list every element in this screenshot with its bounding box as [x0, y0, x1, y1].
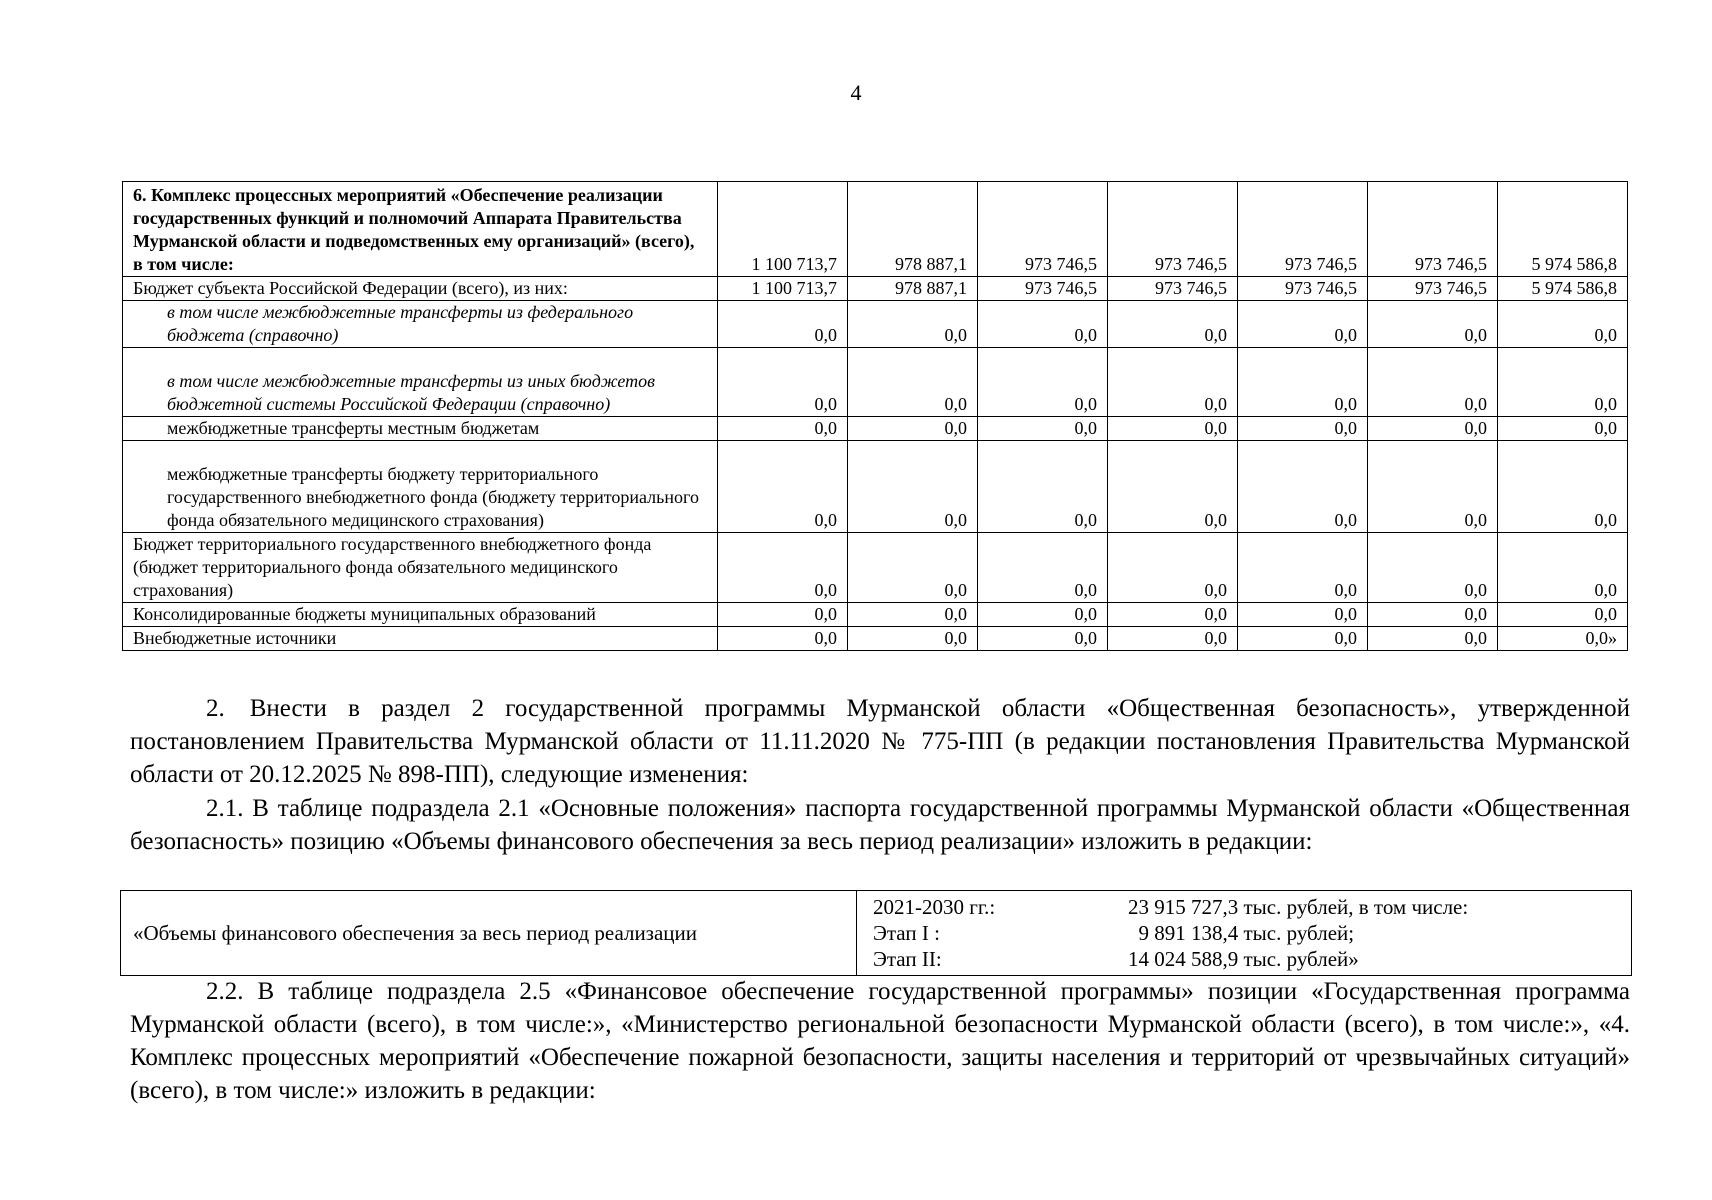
table-cell: 0,0	[978, 417, 1108, 441]
table-cell: 978 887,1	[848, 277, 978, 301]
table-cell: 973 746,5	[978, 182, 1108, 277]
table-cell: 0,0	[848, 627, 978, 651]
row-label: 6. Комплекс процессных мероприятий «Обеспечение реализации государственных функций и полномочий Аппарата Правительства Мурманской области и подведомственных ему организаций» (всего), в том числе:	[123, 182, 718, 277]
table-cell: 973 746,5	[1238, 182, 1368, 277]
table-cell: 0,0	[718, 627, 848, 651]
row-label: в том числе межбюджетные трансферты из иных бюджетов бюджетной системы Российской Федерации (справочно)	[123, 348, 718, 417]
table-cell: 0,0	[1368, 627, 1498, 651]
volume-table	[120, 890, 1632, 976]
volume-period: Этап I :	[873, 921, 940, 945]
table-cell: 973 746,5	[1238, 277, 1368, 301]
table-cell: 0,0	[1108, 417, 1238, 441]
table-cell: 0,0	[1238, 417, 1368, 441]
volume-amount: 23 915 727,3 тыс. рублей, в том числе:	[1128, 895, 1469, 919]
table-cell: 0,0	[978, 603, 1108, 627]
table-cell: 0,0	[1238, 603, 1368, 627]
table-row	[123, 627, 1628, 651]
table-row	[123, 301, 1628, 348]
table-cell: 0,0	[1498, 533, 1628, 603]
table-row	[123, 603, 1628, 627]
row-label: Бюджет территориального государственного внебюджетного фонда (бюджет территориального фонда обязательного медицинского страхования)	[123, 533, 718, 603]
table-cell: 0,0	[1238, 627, 1368, 651]
table-cell: 0,0	[1498, 417, 1628, 441]
row-label: Бюджет субъекта Российской Федерации (всего), из них:	[123, 277, 718, 301]
table-row	[123, 441, 1628, 533]
table-cell: 0,0	[1238, 533, 1368, 603]
table-cell: 973 746,5	[1368, 277, 1498, 301]
table-cell: 0,0	[1108, 348, 1238, 417]
table-cell: 0,0	[848, 348, 978, 417]
table-cell: 0,0	[848, 603, 978, 627]
table-row	[123, 533, 1628, 603]
table-row	[123, 417, 1628, 441]
table-cell: 1 100 713,7	[718, 182, 848, 277]
table-cell: 973 746,5	[1108, 277, 1238, 301]
table-cell: 973 746,5	[1368, 182, 1498, 277]
table-cell: 0,0	[1108, 301, 1238, 348]
table-cell: 5 974 586,8	[1498, 277, 1628, 301]
table-cell: 0,0	[1108, 603, 1238, 627]
row-label: Консолидированные бюджеты муниципальных образований	[123, 603, 718, 627]
table-cell: 0,0	[848, 533, 978, 603]
table-row	[123, 277, 1628, 301]
table-cell: 0,0	[978, 441, 1108, 533]
table-cell: 0,0	[718, 441, 848, 533]
table-cell: 0,0	[1498, 348, 1628, 417]
volume-period: Этап II:	[873, 947, 942, 971]
budget-table	[122, 181, 1628, 651]
table-cell: 0,0	[1498, 603, 1628, 627]
row-label: в том числе межбюджетные трансферты из федерального бюджета (справочно)	[123, 301, 718, 348]
table-cell: 0,0	[1498, 301, 1628, 348]
table-cell: 0,0	[848, 301, 978, 348]
volume-values	[857, 891, 1632, 976]
paragraph-2-2: 2.2. В таблице подраздела 2.5 «Финансовое обеспечение государственной программы» позиции «Государственная программа Мурманской области (всего), в том числе:», «Министерство региональной безопасности Мурманской области (всего), в том числе:», «4. Комплекс процессных мероприятий «Обеспечение пожарной безопасности, защиты населения и территорий от чрезвычайных ситуаций» (всего), в том числе:» изложить в редакции:	[130, 978, 1630, 1104]
table-cell: 0,0	[1238, 301, 1368, 348]
table-cell: 0,0	[718, 603, 848, 627]
table-cell: 0,0	[978, 348, 1108, 417]
paragraph-2: 2. Внести в раздел 2 государственной программы Мурманской области «Общественная безопасность», утвержденной постановлением Правительства Мурманской области от 11.11.2020 № 775-ПП (в редакции постановления Правительства Мурманской области от 20.12.2025 № 898-ПП), следующие изменения:	[130, 695, 1630, 788]
table-cell: 0,0	[1108, 627, 1238, 651]
page-number: 4	[850, 80, 862, 105]
volume-label: «Объемы финансового обеспечения за весь период реализации	[121, 891, 857, 976]
table-cell: 5 974 586,8	[1498, 182, 1628, 277]
table-cell: 0,0	[1368, 441, 1498, 533]
volume-period: 2021-2030 гг.:	[873, 895, 996, 919]
table-cell: 0,0	[1108, 441, 1238, 533]
row-label: межбюджетные трансферты бюджету территориального государственного внебюджетного фонда (бюджету территориального фонда обязательного медицинского страхования)	[123, 441, 718, 533]
volume-amount: 14 024 588,9 тыс. рублей»	[1128, 947, 1359, 971]
table-cell: 0,0	[1368, 603, 1498, 627]
table-cell: 0,0	[718, 348, 848, 417]
table-cell: 0,0	[848, 417, 978, 441]
table-row	[123, 348, 1628, 417]
row-label: межбюджетные трансферты местным бюджетам	[123, 417, 718, 441]
table-cell: 0,0	[1238, 348, 1368, 417]
table-cell: 0,0	[1238, 441, 1368, 533]
table-cell: 0,0	[1368, 533, 1498, 603]
table-cell: 973 746,5	[978, 277, 1108, 301]
table-cell: 978 887,1	[848, 182, 978, 277]
table-cell: 0,0	[978, 301, 1108, 348]
table-cell: 0,0»	[1498, 627, 1628, 651]
table-cell: 0,0	[1368, 417, 1498, 441]
table-cell: 0,0	[1368, 348, 1498, 417]
table-cell: 0,0	[718, 301, 848, 348]
table-row	[123, 182, 1628, 277]
table-cell: 0,0	[718, 533, 848, 603]
table-cell: 0,0	[1108, 533, 1238, 603]
table-cell: 0,0	[1498, 441, 1628, 533]
table-cell: 973 746,5	[1108, 182, 1238, 277]
table-cell: 0,0	[848, 441, 978, 533]
table-cell: 1 100 713,7	[718, 277, 848, 301]
row-label: Внебюджетные источники	[123, 627, 718, 651]
volume-amount: 9 891 138,4 тыс. рублей;	[1128, 921, 1355, 945]
table-cell: 0,0	[978, 627, 1108, 651]
table-cell: 0,0	[978, 533, 1108, 603]
table-cell: 0,0	[718, 417, 848, 441]
paragraph-2-1: 2.1. В таблице подраздела 2.1 «Основные положения» паспорта государственной программы Мурманской области «Общественная безопасность» позицию «Объемы финансового обеспечения за весь период реализации» изложить в редакции:	[130, 795, 1630, 855]
table-cell: 0,0	[1368, 301, 1498, 348]
